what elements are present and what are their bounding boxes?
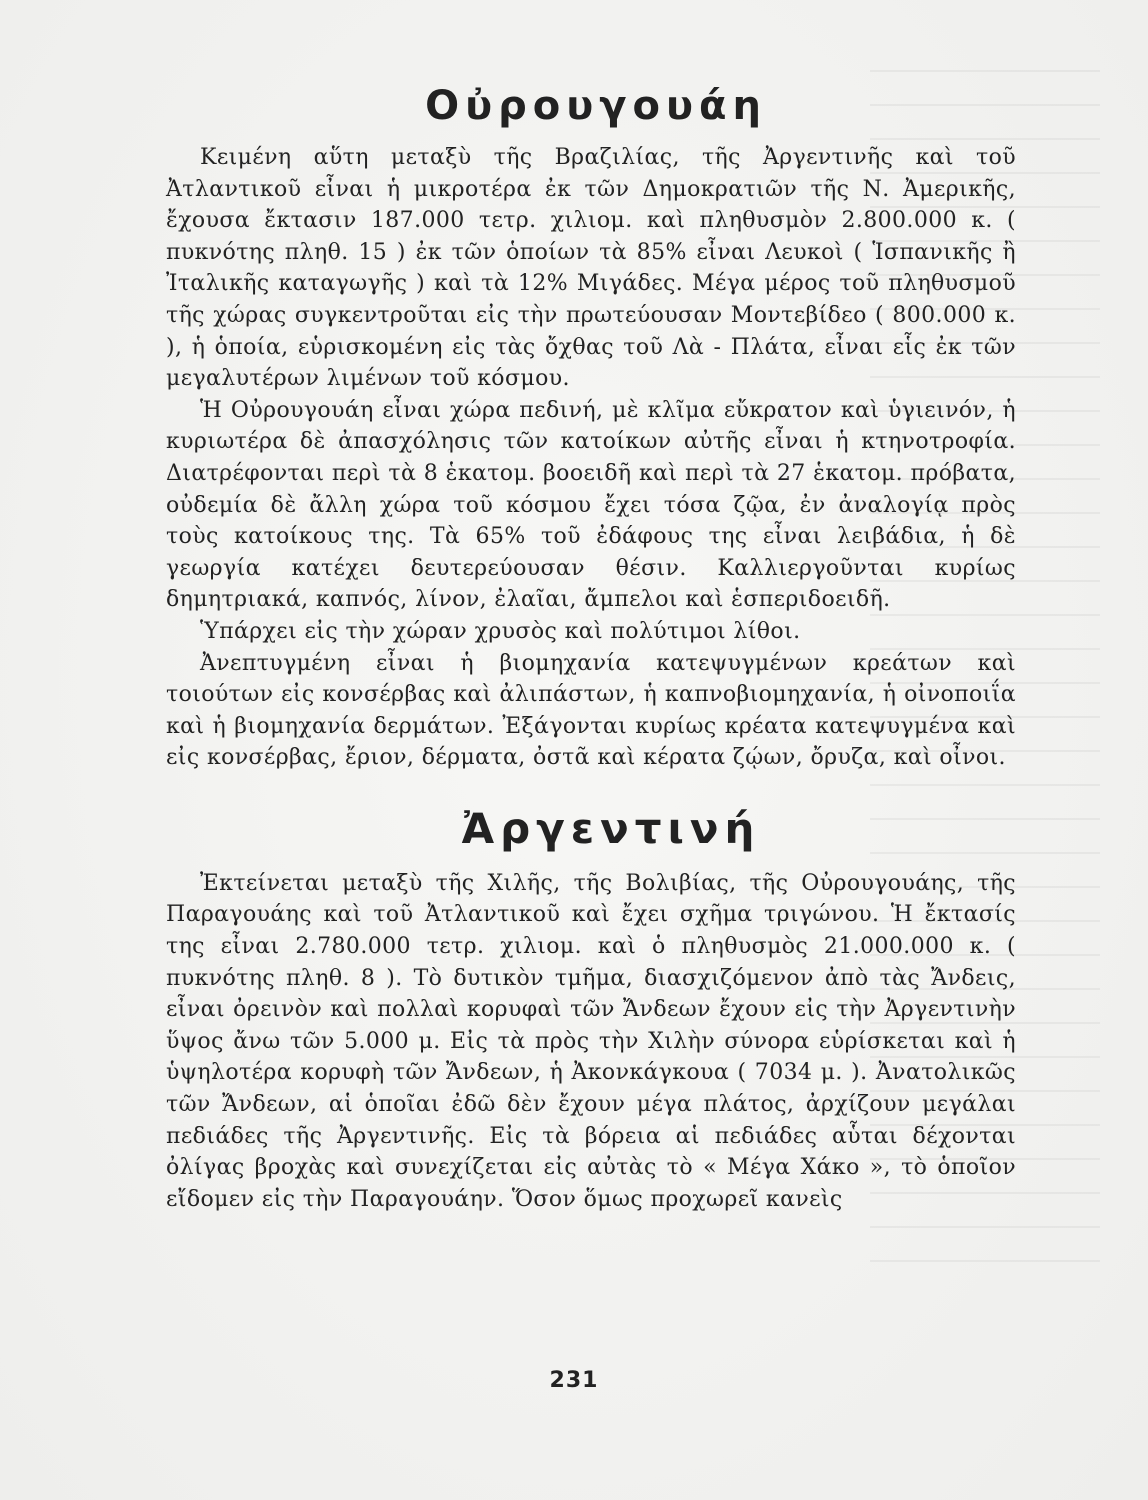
paragraph: Ἀνεπτυγμένη εἶναι ἡ βιομηχανία κατεψυγμένων κρεάτων καὶ τοιούτων εἰς κονσέρβας καὶ ἀλιπάστων, ἡ καπνοβιομηχανία, ἡ οἰνοποιΐα καὶ ἡ βιομηχανία δερμάτων. Ἐξάγονται κυρίως κρέατα κατεψυγμένα καὶ εἰς κονσέρβας, ἔριον, δέρματα, ὀστᾶ καὶ κέρατα ζῴων, ὄρυζα, καὶ οἶνοι. xyxy=(166,650,1016,771)
page-content xyxy=(166,70,1016,1215)
section-title-uruguay: Οὐρουγουάη xyxy=(425,83,767,129)
section-body-argentina xyxy=(166,868,1016,1216)
paragraph: Ἡ Οὐρουγουάη εἶναι χώρα πεδινή, μὲ κλῖμα εὔκρατον καὶ ὑγιεινόν, ἡ κυριωτέρα δὲ ἀπασχόλησις τῶν κατοίκων αὐτῆς εἶναι ἡ κτηνοτροφία. Διατρέφονται περὶ τὰ 8 ἑκατομ. βοοειδῆ καὶ περὶ τὰ 27 ἑκατομ. πρόβατα, οὐδεμία δὲ ἄλλη χώρα τοῦ κόσμου ἔχει τόσα ζῷα, ἐν ἀναλογίᾳ πρὸς τοὺς κατοίκους της. Τὰ 65% τοῦ ἐδάφους της εἶναι λειβάδια, ἡ δὲ γεωργία κατέχει δευτερεύουσαν θέσιν. Καλλιεργοῦνται κυρίως δημητριακά, καπνός, λίνον, ἐλαῖαι, ἄμπελοι καὶ ἑσπεριδοειδῆ. xyxy=(166,397,1016,613)
paragraph: Ἐκτείνεται μεταξὺ τῆς Χιλῆς, τῆς Βολιβίας, τῆς Οὐρουγουάης, τῆς Παραγουάης καὶ τοῦ Ἀτλαντικοῦ καὶ ἔχει σχῆμα τριγώνου. Ἡ ἔκτασίς της εἶναι 2.780.000 τετρ. χιλιομ. καὶ ὁ πληθυσμὸς 21.000.000 κ. ( πυκνότης πληθ. 8 ). Τὸ δυτικὸν τμῆμα, διασχιζόμενον ἀπὸ τὰς Ἄνδεις, εἶναι ὀρεινὸν καὶ πολλαὶ κορυφαὶ τῶν Ἄνδεων ἔχουν εἰς τὴν Ἀργεντινὴν ὕψος ἄνω τῶν 5.000 μ. Εἰς τὰ πρὸς τὴν Χιλὴν σύνορα εὑρίσκεται καὶ ἡ ὑψηλοτέρα κορυφὴ τῶν Ἄνδεων, ἡ Ἀκονκάγκουα ( 7034 μ. ). Ἀνατολικῶς τῶν Ἄνδεων, αἱ ὁποῖαι ἐδῶ δὲν ἔχουν μέγα πλάτος, ἀρχίζουν μεγάλαι πεδιάδες τῆς Ἀργεντινῆς. Εἰς τὰ βόρεια αἱ πεδιάδες αὗται δέχονται ὀλίγας βροχὰς καὶ συνεχίζεται εἰς αὐτὰς τὸ « Μέγα Χάκο », τὸ ὁποῖον εἴδομεν εἰς τὴν Παραγουάην. Ὅσον ὅμως προχωρεῖ κανεὶς xyxy=(166,870,1016,1212)
section-body-uruguay xyxy=(166,142,1016,774)
paragraph: Ὑπάρχει εἰς τὴν χώραν χρυσὸς καὶ πολύτιμοι λίθοι. xyxy=(200,618,801,644)
section-title-argentina: Ἀργεντινή xyxy=(461,803,761,853)
paragraph: Κειμένη αὕτη μεταξὺ τῆς Βραζιλίας, τῆς Ἀργεντινῆς καὶ τοῦ Ἀτλαντικοῦ εἶναι ἡ μικροτέρα ἐκ τῶν Δημοκρατιῶν τῆς Ν. Ἀμερικῆς, ἔχουσα ἔκτασιν 187.000 τετρ. χιλιομ. καὶ πληθυσμὸν 2.800.000 κ. ( πυκνότης πληθ. 15 ) ἐκ τῶν ὁποίων τὰ 85% εἶναι Λευκοὶ ( Ἱσπανικῆς ἢ Ἰταλικῆς καταγωγῆς ) καὶ τὰ 12% Μιγάδες. Μέγα μέρος τοῦ πληθυσμοῦ τῆς χώρας συγκεντροῦται εἰς τὴν πρωτεύουσαν Μοντεβίδεο ( 800.000 κ. ), ἡ ὁποία, εὑρισκομένη εἰς τὰς ὄχθας τοῦ Λὰ - Πλάτα, εἶναι εἷς ἐκ τῶν μεγαλυτέρων λιμένων τοῦ κόσμου. xyxy=(166,145,1016,392)
page-number: 231 xyxy=(549,1368,599,1393)
